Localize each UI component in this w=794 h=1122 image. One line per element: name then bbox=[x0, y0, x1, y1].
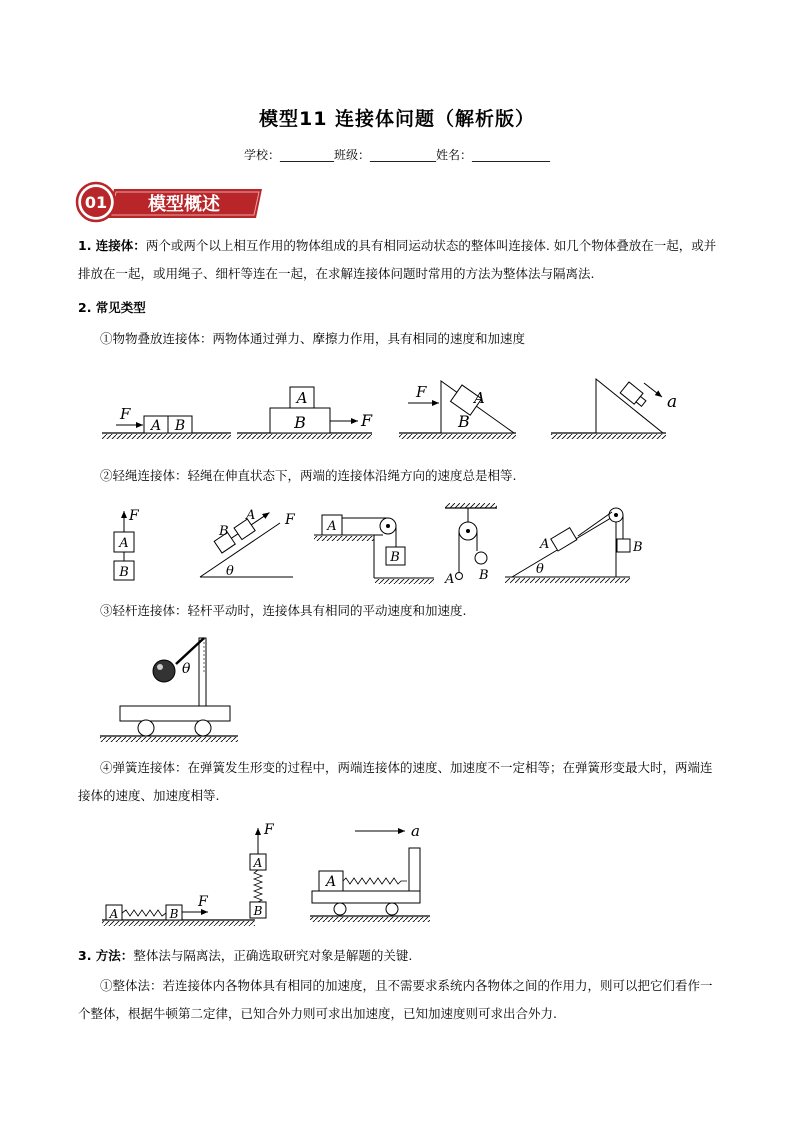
svg-text:A: A bbox=[325, 874, 337, 890]
svg-text:B: B bbox=[169, 907, 179, 921]
svg-text:F: F bbox=[129, 508, 139, 524]
svg-text:A: A bbox=[445, 572, 455, 587]
svg-text:A: A bbox=[253, 856, 263, 870]
method-text: 整体法与隔离法，正确选取研究对象是解题的关键. bbox=[133, 948, 413, 963]
svg-text:F: F bbox=[120, 405, 131, 423]
svg-text:B: B bbox=[633, 540, 643, 555]
svg-text:F: F bbox=[361, 411, 373, 430]
definition-paragraph bbox=[78, 232, 718, 288]
svg-text:B: B bbox=[458, 412, 470, 431]
stacked-type-text: ①物物叠放连接体：两物体通过弹力、摩擦力作用，具有相同的速度和加速度 bbox=[100, 331, 526, 346]
rod-type-text: ③轻杆连接体：轻杆平动时，连接体具有相同的平动速度和加速度. bbox=[100, 603, 467, 618]
student-info-line: 学校：_________班级：___________姓名：_____________ bbox=[243, 148, 550, 162]
svg-text:F: F bbox=[264, 822, 274, 838]
section-label: 模型概述 bbox=[148, 194, 220, 215]
svg-text:A: A bbox=[474, 389, 485, 407]
section-number: 01 bbox=[84, 193, 108, 212]
types-heading: 2. 常见类型 bbox=[78, 300, 146, 315]
svg-text:B: B bbox=[479, 568, 489, 583]
svg-text:B: B bbox=[294, 413, 306, 432]
rod-cart-figure bbox=[98, 630, 248, 746]
svg-text:θ: θ bbox=[182, 661, 191, 677]
svg-text:B: B bbox=[219, 524, 229, 539]
svg-text:A: A bbox=[540, 537, 550, 552]
svg-text:B: B bbox=[119, 565, 129, 580]
svg-text:a: a bbox=[667, 392, 678, 412]
method-paragraph bbox=[78, 942, 412, 970]
method-label: 3. 方法： bbox=[78, 948, 134, 963]
rope-connected-figures bbox=[100, 503, 660, 585]
svg-text:B: B bbox=[253, 904, 263, 918]
svg-text:F: F bbox=[198, 894, 208, 910]
whole-method-text: ①整体法：若连接体内各物体具有相同的加速度，且不需要求系统内各物体之间的作用力，则可以把它们看作一个整体，根据牛顿第二定律，已知合外力则可求出加速度，已知加速度则可求出合外力. bbox=[78, 978, 713, 1021]
svg-text:A: A bbox=[150, 418, 162, 434]
svg-text:a: a bbox=[411, 822, 420, 840]
svg-text:A: A bbox=[246, 508, 256, 523]
section-banner bbox=[76, 181, 266, 223]
svg-text:F: F bbox=[416, 383, 427, 401]
page-title: 模型11 连接体问题（解析版） bbox=[258, 108, 536, 130]
definition-text: 两个或两个以上相互作用的物体组成的具有相同运动状态的整体叫连接体. 如几个物体叠放在一起，或并排放在一起，或用绳子、细杆等连在一起，在求解连接体问题时常用的方法为整体法与隔离法. bbox=[78, 238, 717, 281]
svg-text:A: A bbox=[109, 907, 119, 921]
svg-text:A: A bbox=[327, 519, 337, 534]
svg-text:A: A bbox=[119, 536, 129, 551]
stacked-bodies-figures bbox=[96, 375, 676, 447]
svg-text:F: F bbox=[285, 512, 295, 528]
svg-text:A: A bbox=[296, 389, 308, 407]
rope-type-text: ②轻绳连接体：轻绳在伸直状态下，两端的连接体沿绳方向的速度总是相等. bbox=[100, 468, 517, 483]
svg-text:B: B bbox=[174, 418, 186, 434]
spring-type-text: ④弹簧连接体：在弹簧发生形变的过程中，两端连接体的速度、加速度不一定相等；在弹簧形变最大时，两端连接体的速度、加速度相等. bbox=[78, 760, 713, 803]
svg-text:θ: θ bbox=[536, 562, 544, 577]
definition-label: 1. 连接体： bbox=[78, 238, 146, 253]
svg-text:θ: θ bbox=[226, 564, 234, 579]
spring-connected-figures bbox=[100, 820, 430, 930]
svg-text:B: B bbox=[390, 550, 400, 565]
